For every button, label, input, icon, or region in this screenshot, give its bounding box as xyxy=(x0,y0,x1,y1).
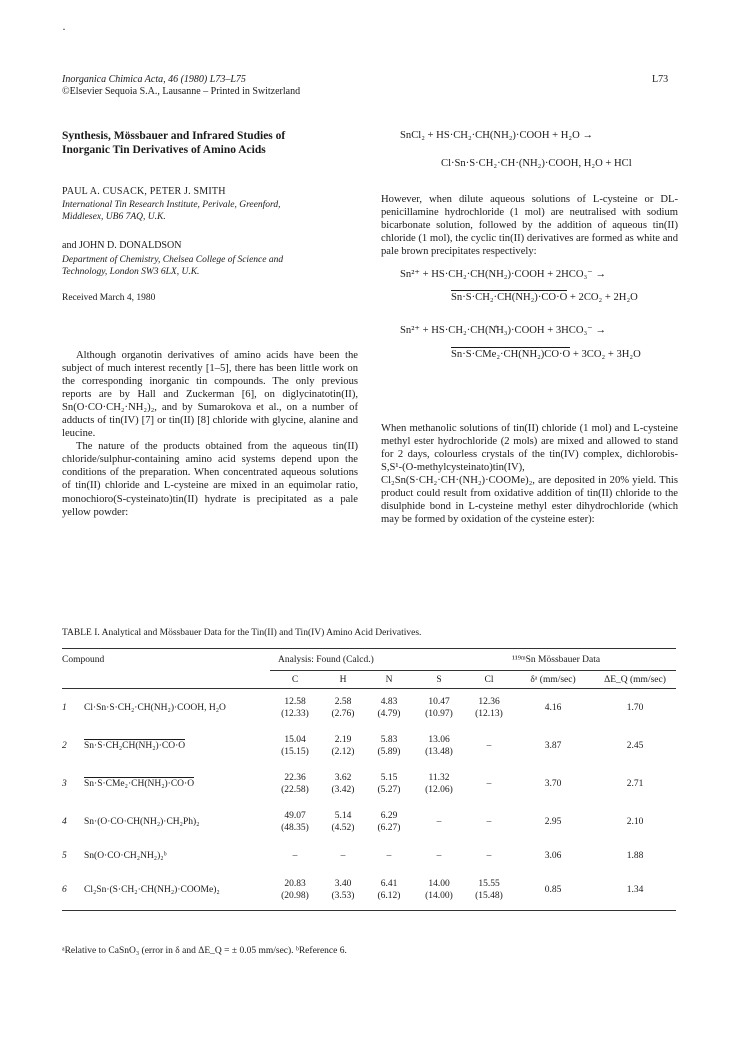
header-cl: Cl xyxy=(466,671,512,689)
cell-delta: 2.95 xyxy=(544,816,562,827)
eq2-products: + 2CO₂ + 2H₂O xyxy=(567,292,638,303)
cell-cl: – xyxy=(486,850,492,861)
table-caption: TABLE I. Analytical and Mössbauer Data for the Tin(II) and Tin(IV) Amino Acid Derivatives. xyxy=(62,628,422,638)
table-row xyxy=(62,841,676,871)
eq3-products: + 3CO₂ + 3H₂O xyxy=(570,349,641,360)
cell-delta: 3.06 xyxy=(544,850,562,861)
equation-2-lhs: Sn²⁺ + HS·CH₂·CH(NH₂)·COOH + 2HCO₃⁻ → xyxy=(400,269,607,280)
cell-n: 4.83 (4.79) xyxy=(377,696,401,719)
cell-delta: 3.70 xyxy=(544,778,562,789)
affiliation-2-line-2: Technology, London SW3 6LX, U.K. xyxy=(62,267,200,277)
row-number: 2 xyxy=(62,740,67,751)
compound-cell xyxy=(84,727,270,765)
received-date: Received March 4, 1980 xyxy=(62,293,156,303)
row-number: 4 xyxy=(62,816,67,827)
equation-1-lhs: SnCl₂ + HS·CH₂·CH(NH₂)·COOH + H₂O → xyxy=(400,130,593,141)
row-number: 5 xyxy=(62,850,67,861)
equation-1-rhs: Cl·Sn·S·CH₂·CH·(NH₂)·COOH, H₂O + HCl xyxy=(441,158,632,169)
affiliation-1-line-1: International Tin Research Institute, Perivale, Greenford, xyxy=(62,200,281,210)
cell-h: 2.19 (2.12) xyxy=(331,734,355,757)
paragraph-4: When methanolic solutions of tin(II) chloride (1 mol) and L-cysteine methyl ester hydrochloride (2 mols) are mixed and allowed to stand for 2 days, colourless crystals of the tin(IV) complex, dichlorobis-S,S¹-(O-methylcysteinato)tin(IV), Cl₂Sn(S·CH₂·CH·(NH₂)·COOMe)₂, are deposited in 20% yield. This product could result from oxidative addition of tin(II) chloride to the disulphide bond in L-cysteine methyl ester dihydrochloride (which may be formed by oxidation of the cysteine ester): xyxy=(381,423,678,526)
authors-primary: PAUL A. CUSACK, PETER J. SMITH xyxy=(62,186,226,197)
compound-cell: Sn·(O·CO·CH(NH₂)·CH₂Ph)₂ xyxy=(84,816,200,827)
cell-h: 3.62 (3.42) xyxy=(331,772,355,795)
table-footnote: ᵃRelative to CaSnO₃ (error in δ and ΔE_Q = ± 0.05 mm/sec). ᵇReference 6. xyxy=(62,946,347,956)
cell-n: – xyxy=(386,850,392,861)
cell-s: 11.32 (12.06) xyxy=(425,772,453,795)
cell-c: 12.58 (12.33) xyxy=(281,696,309,719)
cell-s: 10.47 (10.97) xyxy=(425,696,453,719)
header-h: H xyxy=(320,671,366,689)
cell-s: 14.00 (14.00) xyxy=(425,879,453,902)
table-row xyxy=(62,871,676,911)
cell-c: 22.36 (22.58) xyxy=(281,772,309,795)
cell-deq: 2.45 xyxy=(626,740,644,751)
cell-n: 6.41 (6.12) xyxy=(377,879,401,902)
table-row xyxy=(62,727,676,765)
author-secondary: and JOHN D. DONALDSON xyxy=(62,240,182,251)
cell-s: 13.06 (13.48) xyxy=(425,734,453,757)
cell-h: – xyxy=(340,850,346,861)
ring-bracket-3: Sn·S·CMe₂·CH(NH₂)CO·O xyxy=(451,349,571,360)
cell-n: 5.15 (5.27) xyxy=(377,772,401,795)
table-row xyxy=(62,765,676,803)
cell-c: 49.07 (48.35) xyxy=(281,810,309,833)
compound-cell: Sn(O·CO·CH₂NH₂)₂ᵇ xyxy=(84,850,167,861)
header-s: S xyxy=(412,671,466,689)
cell-c: 20.83 (20.98) xyxy=(281,879,309,902)
data-table xyxy=(62,648,676,911)
row-number: 6 xyxy=(62,885,67,896)
equation-3-lhs: Sn²⁺ + HS·CH₂·CH(N̊H₃)·COOH + 3HCO₃⁻ → xyxy=(400,325,607,336)
ring-bracket-2: Sn·S·CH₂·CH(NH₂)·CO·O xyxy=(451,292,568,303)
header-mossbauer: ¹¹⁹ᵐSn Mössbauer Data xyxy=(512,654,601,665)
left-column-text xyxy=(62,349,358,519)
publisher-line: ©Elsevier Sequoia S.A., Lausanne – Printed in Switzerland xyxy=(62,86,301,97)
cell-c: – xyxy=(292,850,298,861)
cell-deq: 2.71 xyxy=(626,778,644,789)
cell-h: 2.58 (2.76) xyxy=(331,696,355,719)
cell-deq: 1.70 xyxy=(626,702,644,713)
cell-n: 5.83 (5.89) xyxy=(377,734,401,757)
paragraph-3: However, when dilute aqueous solutions of L-cysteine or DL-penicillamine hydrochloride (1 mol) are neutralised with sodium bicarbonate solution, followed by the addition of aqueous tin(II) chloride (1 mol), the cyclic tin(II) derivatives are formed as white and pale brown precipitates respectively: xyxy=(381,194,678,258)
row-number: 1 xyxy=(62,702,67,713)
cell-delta: 3.87 xyxy=(544,740,562,751)
equation-3-rhs xyxy=(451,349,641,360)
cell-cl: – xyxy=(486,740,492,751)
affiliation-1 xyxy=(62,199,358,223)
compound-cell: Cl₂Sn·(S·CH₂·CH(NH₂)·COOMe)₂ xyxy=(84,885,220,896)
cell-h: 3.40 (3.53) xyxy=(331,879,355,902)
cell-cl: 15.55 (15.48) xyxy=(475,879,503,902)
cell-cl: – xyxy=(486,816,492,827)
cell-cl: – xyxy=(486,778,492,789)
corner-mark: · xyxy=(62,22,66,36)
cell-deq: 1.34 xyxy=(626,885,644,896)
page-number: L73 xyxy=(652,74,669,85)
compound-cell: Cl·Sn·S·CH₂·CH(NH₂)·COOH, H₂O xyxy=(84,702,226,713)
paragraph-2: The nature of the products obtained from the aqueous tin(II) chloride/sulphur-containing amino acid systems depend upon the conditions of the preparation. When concentrated aqueous solutions of tin(II) chloride and L-cysteine are mixed in an equimolar ratio, monochioro(S-cysteinato)tin(II) hydrate is precipitated as a pale yellow powder: xyxy=(62,441,358,518)
cell-s: – xyxy=(436,850,442,861)
affiliation-1-line-2: Middlesex, UB6 7AQ, U.K. xyxy=(62,212,166,222)
cell-n: 6.29 (6.27) xyxy=(377,810,401,833)
paragraph-1: Although organotin derivatives of amino acids have been the subject of much interest recently [1–5], there has been little work on the corresponding inorganic tin compounds. The only previous reports are by Hall and Zuckerman [6], on diglycinatotin(II), Sn(O·CO·CH₂·NH₂)₂, and by Sumarokova et al., on a number of adducts of tin(IV) [7] or tin(II) [8] chloride with glycine, alanine and leucine. xyxy=(62,350,358,440)
cell-c: 15.04 (15.15) xyxy=(281,734,309,757)
cell-deq: 2.10 xyxy=(626,816,644,827)
title-line-1: Synthesis, Mössbauer and Infrared Studies of xyxy=(62,130,286,142)
table-row xyxy=(62,803,676,841)
affiliation-2 xyxy=(62,254,358,278)
header-analysis: Analysis: Found (Calcd.) xyxy=(278,654,374,665)
ring-compound: Sn·S·CMe₂·CH(NH₂)·CO·O xyxy=(84,778,195,789)
compound-cell xyxy=(84,765,270,803)
table-row xyxy=(62,689,676,727)
cell-s: – xyxy=(436,816,442,827)
cell-h: 5.14 (4.52) xyxy=(331,810,355,833)
header-c: C xyxy=(270,671,320,689)
cell-deq: 1.88 xyxy=(626,850,644,861)
row-number: 3 xyxy=(62,778,67,789)
header-delta: δᵃ (mm/sec) xyxy=(512,671,594,689)
journal-citation: Inorganica Chimica Acta, 46 (1980) L73–L75 xyxy=(62,74,246,85)
header-compound: Compound xyxy=(62,654,105,665)
cell-cl: 12.36 (12.13) xyxy=(475,696,503,719)
title-line-2: Inorganic Tin Derivatives of Amino Acids xyxy=(62,144,266,156)
equation-2-rhs xyxy=(451,292,638,303)
ring-compound: Sn·S·CH₂CH(NH₂)·CO·O xyxy=(84,740,186,751)
cell-delta: 0.85 xyxy=(544,885,562,896)
affiliation-2-line-1: Department of Chemistry, Chelsea College of Science and xyxy=(62,255,284,265)
article-title xyxy=(62,129,358,157)
cell-delta: 4.16 xyxy=(544,702,562,713)
header-n: N xyxy=(366,671,412,689)
header-deq: ΔE_Q (mm/sec) xyxy=(594,671,676,689)
